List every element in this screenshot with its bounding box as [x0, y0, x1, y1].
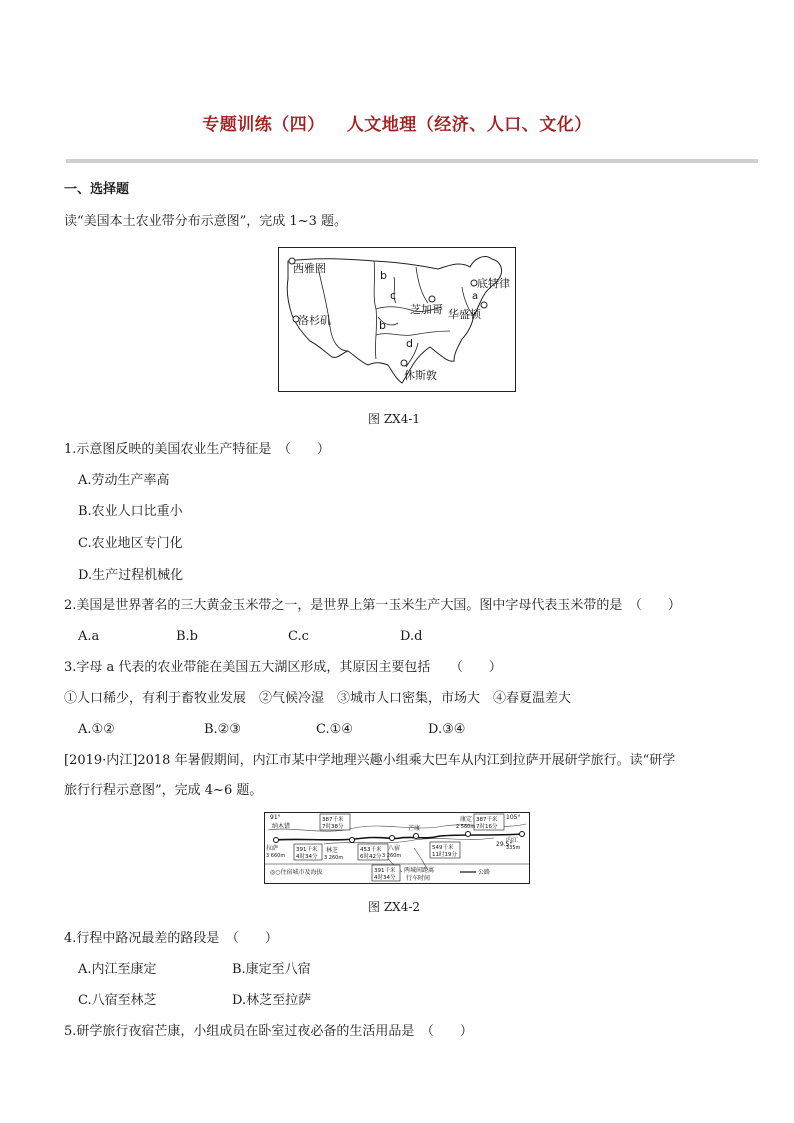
question-3-conditions: ①人口稀少，有利于畜牧业发展 ②气候冷湿 ③城市人口密集，市场大 ④春夏温差大 — [64, 691, 572, 706]
label-neijiang: 内江 — [506, 837, 519, 844]
belt-label-b-north: b — [380, 269, 387, 282]
segment-time-1: 7时38分 — [322, 824, 344, 830]
question-2-stem: 2.美国是世界著名的三大黄金玉米带之一，是世界上第一玉米生产大国。图中字母代表玉米带的是 （ ） — [64, 598, 681, 613]
question-3-option-a[interactable]: A.①② — [78, 722, 115, 737]
question-3-option-b[interactable]: B.②③ — [204, 722, 241, 737]
label-nagqu: 纳木错 — [272, 823, 291, 830]
segment-distance-1: 387千米 — [322, 817, 344, 823]
label-seattle: 西雅图 — [293, 262, 326, 275]
label-los-angeles: 洛杉矶 — [298, 314, 331, 327]
question-1-option-d[interactable]: D.生产过程机械化 — [78, 568, 184, 583]
study-trip-route-map — [264, 812, 530, 884]
label-detroit: 底特律 — [477, 277, 510, 290]
segment-time-4: 6时42分 — [360, 854, 382, 860]
segment-time-2: 7时16分 — [476, 824, 498, 830]
legend-road: 公路 — [478, 869, 491, 876]
segment-distance-3: 391千米 — [296, 847, 318, 853]
question-2-option-b[interactable]: B.b — [176, 629, 199, 644]
question-1-option-c[interactable]: C.农业地区专门化 — [78, 536, 183, 551]
label-baxoi-alt: 3 260m — [382, 853, 402, 859]
question-2-option-d[interactable]: D.d — [400, 629, 423, 644]
label-markam: 芒康 — [408, 825, 421, 832]
lat-29-5-label: 29.5° — [496, 841, 513, 848]
legend-distance-text: 两城间距离 — [404, 867, 435, 874]
page-title — [0, 110, 794, 135]
label-baxoi: 八宿 — [388, 845, 401, 852]
label-neijiang-alt: 335m — [506, 845, 521, 851]
label-nyingchi: 林芝 — [326, 847, 339, 854]
lon-91-label: 91° — [270, 814, 281, 821]
belt-label-c: c — [390, 289, 397, 302]
title-part1: 专题训练（四） — [202, 115, 325, 135]
segment-distance-4: 453千米 — [360, 847, 382, 853]
label-lhasa-alt: 3 660m — [266, 853, 286, 859]
segment-distance-5: 549千米 — [432, 845, 454, 851]
question-1-option-b[interactable]: B.农业人口比重小 — [78, 504, 183, 519]
intro-text-1: 读“美国本土农业带分布示意图”，完成 1~3 题。 — [64, 214, 347, 229]
belt-label-d: d — [406, 337, 413, 350]
legend-time-text: 行车时间 — [406, 875, 431, 882]
label-lhasa: 拉萨 — [266, 845, 279, 852]
legend-city: ◎○住宿城市及海拔 — [270, 869, 323, 876]
question-3-stem: 3.字母 a 代表的农业带能在美国五大湖区形成，其原因主要包括 （ ） — [64, 660, 502, 675]
title-divider — [66, 159, 758, 163]
question-4-option-c[interactable]: C.八宿至林芝 — [78, 993, 157, 1008]
label-washington: 华盛顿 — [448, 308, 481, 321]
question-4-option-b[interactable]: B.康定至八宿 — [232, 962, 311, 977]
question-4-stem: 4.行程中路况最差的路段是 （ ） — [64, 931, 278, 946]
label-nyingchi-alt: 3 260m — [324, 855, 344, 861]
label-houston: 休斯敦 — [404, 369, 437, 382]
belt-label-b-south: b — [379, 319, 386, 332]
question-2-option-a[interactable]: A.a — [78, 629, 100, 644]
intro-text-2-line1: [2019·内江]2018 年暑假期间，内江市某中学地理兴趣小组乘大巴车从内江到拉萨开展研学旅行。读“研学 — [64, 753, 676, 768]
question-4-option-d[interactable]: D.林芝至拉萨 — [232, 993, 312, 1008]
figure-caption-2: 图 ZX4-2 — [368, 900, 421, 914]
belt-label-a: a — [472, 291, 479, 302]
question-4-option-a[interactable]: A.内江至康定 — [78, 962, 157, 977]
us-agriculture-map — [278, 247, 516, 392]
question-2-option-c[interactable]: C.c — [288, 629, 309, 644]
label-chicago: 芝加哥 — [410, 303, 443, 316]
question-1-stem: 1.示意图反映的美国农业生产特征是 （ ） — [64, 442, 330, 457]
title-part2: 人文地理（经济、人口、文化） — [346, 115, 592, 135]
question-3-option-d[interactable]: D.③④ — [428, 722, 466, 737]
legend-time-sample: 4时34分 — [374, 875, 396, 881]
label-kangding-alt: 2 560m — [456, 824, 476, 830]
question-5-stem: 5.研学旅行夜宿芒康，小组成员在卧室过夜必备的生活用品是 （ ） — [64, 1024, 473, 1039]
segment-time-3: 4时34分 — [296, 854, 318, 860]
lon-105-label: 105° — [506, 814, 521, 821]
legend-distance-sample: 391千米 — [374, 868, 396, 874]
label-kangding: 康定 — [460, 816, 473, 823]
segment-distance-2: 387千米 — [476, 817, 498, 823]
figure-caption-1: 图 ZX4-1 — [368, 412, 421, 426]
segment-time-5: 11时19分 — [432, 852, 457, 858]
section-heading: 一、选择题 — [64, 182, 130, 197]
intro-text-2-line2: 旅行行程示意图”，完成 4~6 题。 — [64, 783, 263, 798]
question-1-option-a[interactable]: A.劳动生产率高 — [78, 473, 170, 488]
question-3-option-c[interactable]: C.①④ — [316, 722, 353, 737]
